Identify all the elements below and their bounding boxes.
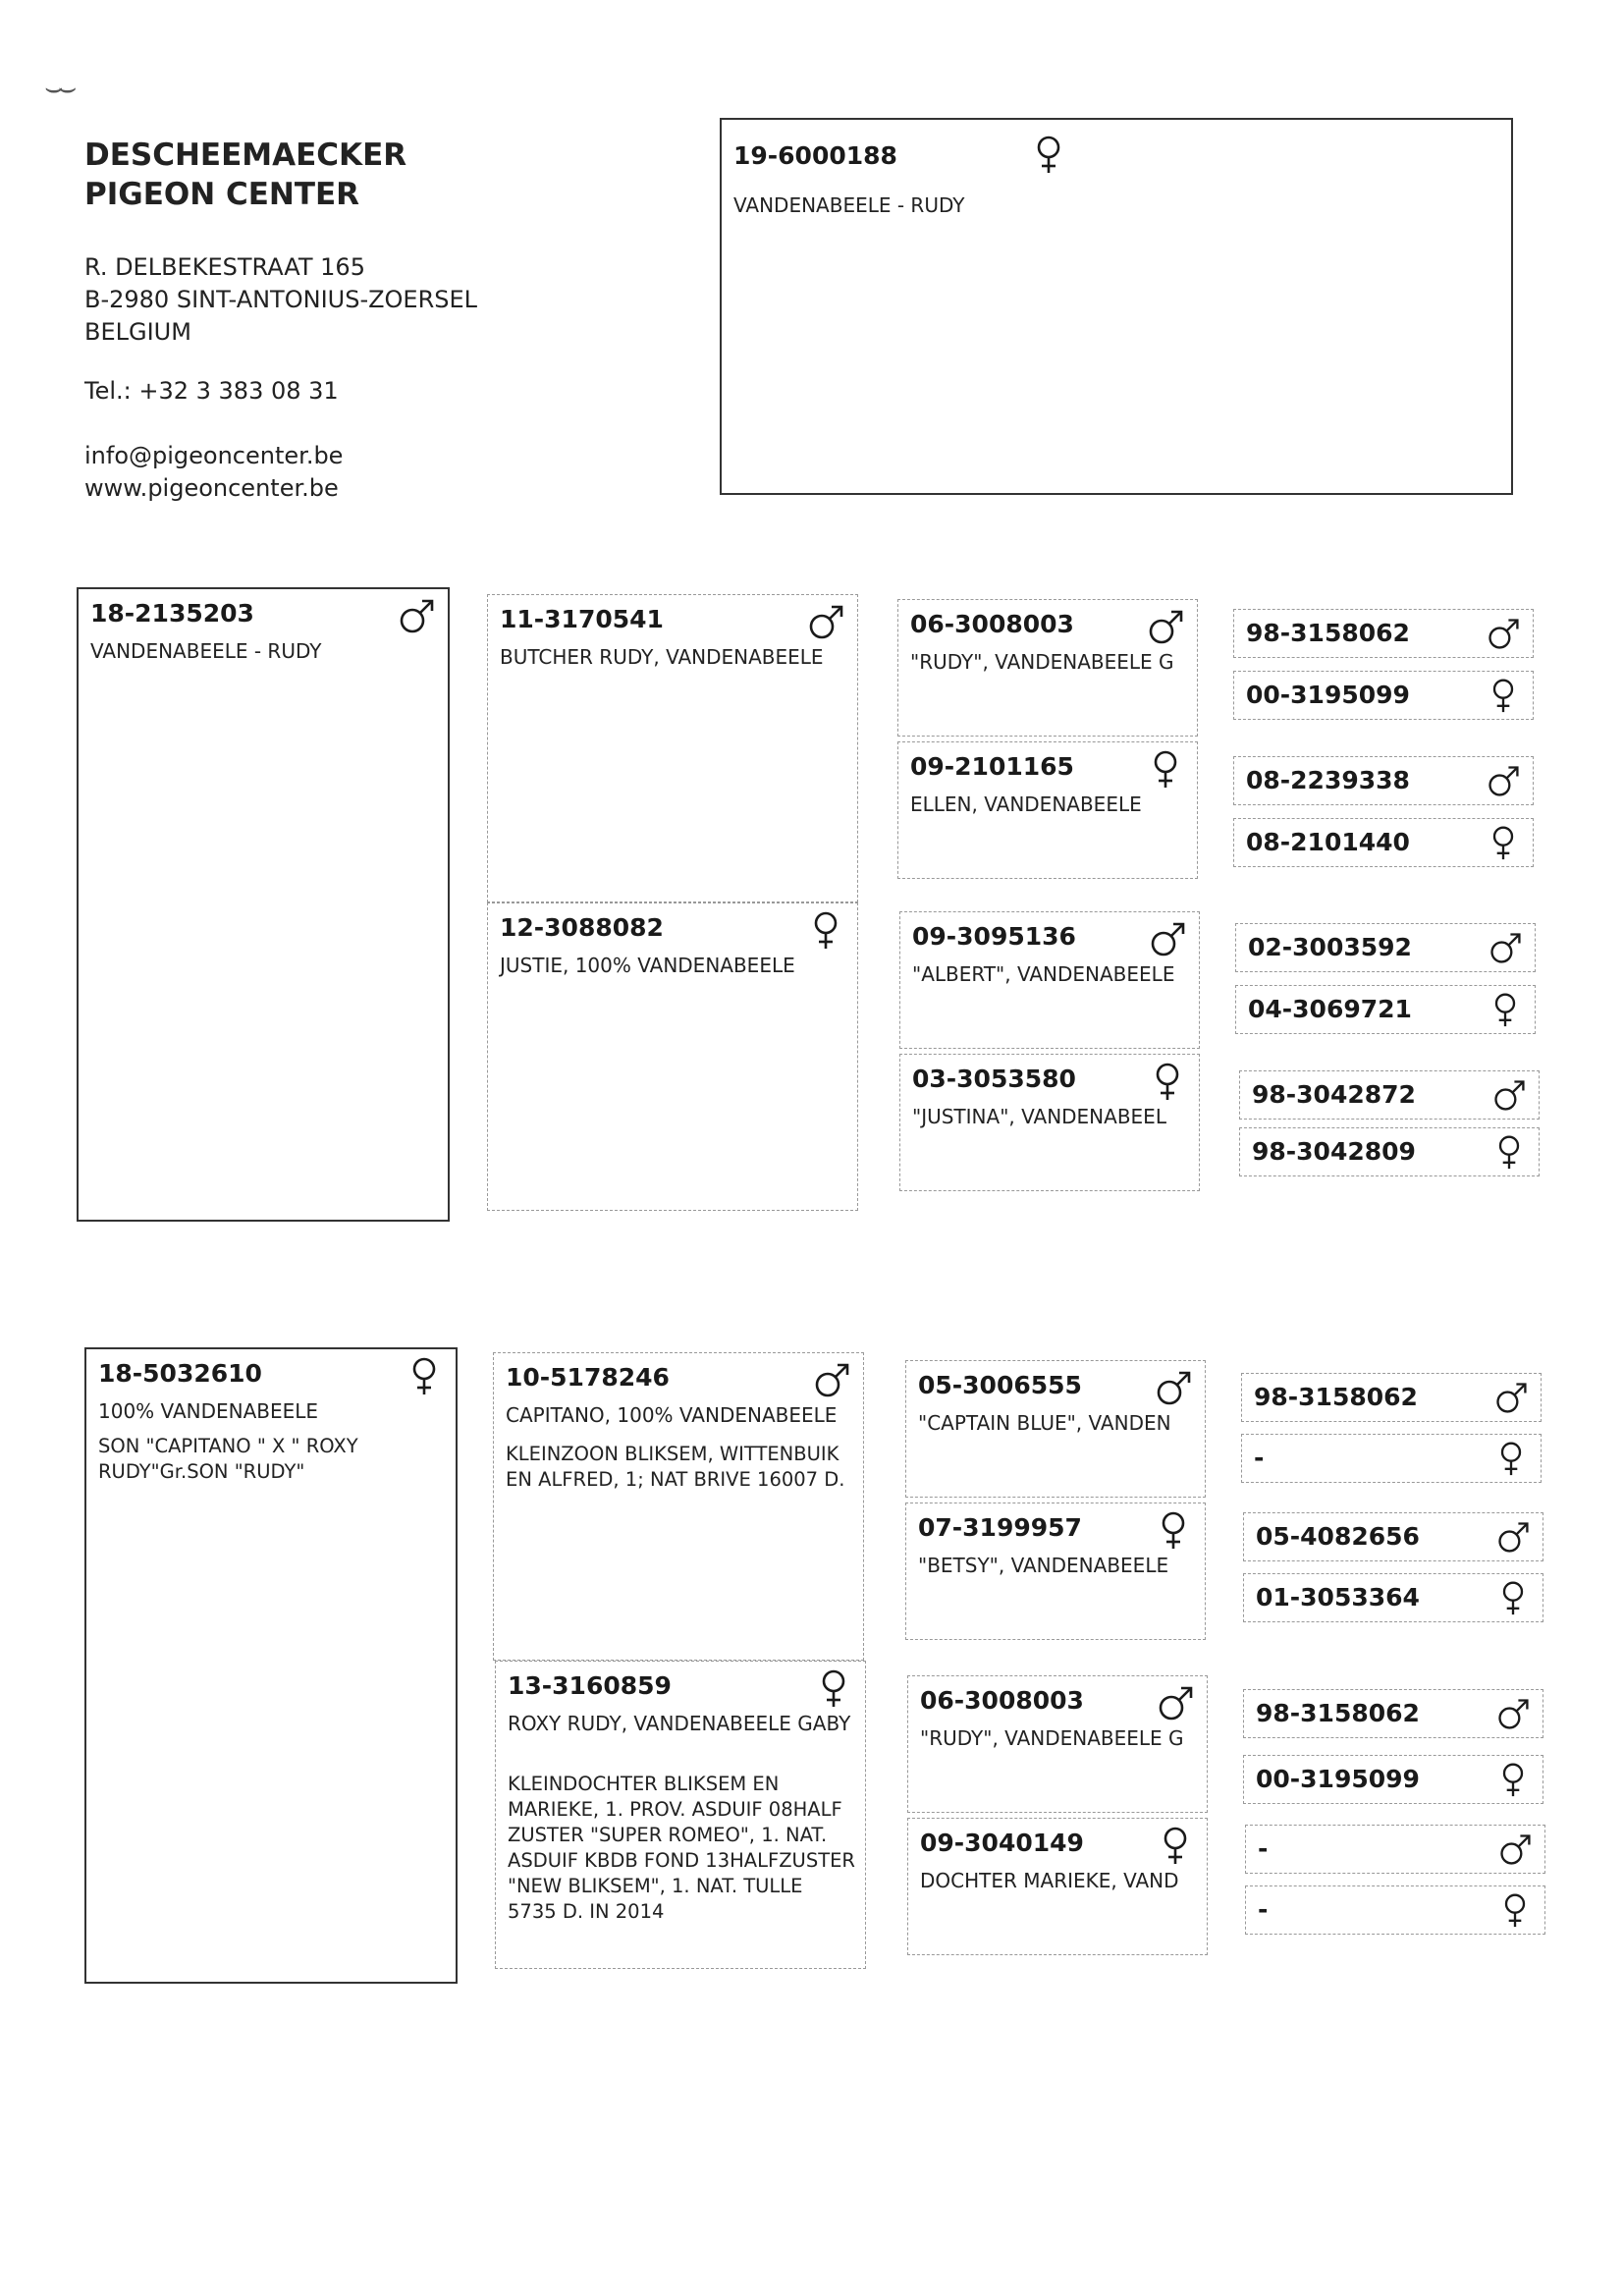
grandsire-notes: KLEINZOON BLIKSEM, WITTENBUIK EN ALFRED, 1; NAT BRIVE 16007 D.: [506, 1443, 845, 1491]
ring-number: 98-3158062: [1256, 1699, 1420, 1727]
pigeon-name: "JUSTINA", VANDENABEEL: [912, 1105, 1166, 1128]
great-grandparent-card: [897, 741, 1198, 879]
dam-granddam-card: [495, 1661, 866, 1969]
ring-number: 00-3195099: [1246, 681, 1410, 709]
company-name: [84, 136, 406, 214]
dam-grandsire-card: [493, 1352, 864, 1661]
dam-card: [84, 1347, 458, 1984]
company-email[interactable]: info@pigeoncenter.be: [84, 442, 344, 469]
ring-number: -: [1258, 1895, 1269, 1924]
subject-pigeon-card: [720, 118, 1513, 495]
ring-number: -: [1258, 1834, 1269, 1863]
ring-number: 05-3006555: [918, 1371, 1082, 1399]
female-icon: [1488, 990, 1523, 1029]
female-icon: [1493, 1439, 1529, 1478]
ring-number: 07-3199957: [918, 1513, 1082, 1542]
gg-grandparent-card: [1245, 1885, 1545, 1935]
female-icon: [1486, 676, 1521, 715]
gg-grandparent-card: [1241, 1373, 1542, 1422]
male-icon: [1495, 1517, 1531, 1557]
gg-grandparent-card: [1243, 1689, 1543, 1738]
ring-number: 02-3003592: [1248, 933, 1412, 961]
dam-ring-number: 18-5032610: [98, 1359, 262, 1388]
ring-number: 09-3095136: [912, 922, 1076, 951]
ring-number: 98-3042872: [1252, 1080, 1416, 1109]
great-grandparent-card: [899, 1054, 1200, 1191]
female-icon: [1146, 748, 1185, 790]
female-icon: [1029, 134, 1068, 175]
gg-grandparent-card: [1233, 818, 1534, 867]
pigeon-name: "BETSY", VANDENABEELE: [918, 1554, 1169, 1577]
pigeon-name: "CAPTAIN BLUE", VANDEN: [918, 1411, 1171, 1435]
company-name-line-2: PIGEON CENTER: [84, 177, 360, 212]
ring-number: 05-4082656: [1256, 1522, 1420, 1551]
female-icon: [814, 1667, 853, 1709]
female-icon: [806, 909, 845, 951]
male-icon: [806, 601, 845, 642]
male-icon: [1493, 1378, 1529, 1417]
address-line-2: B-2980 SINT-ANTONIUS-ZOERSEL: [84, 286, 478, 313]
pigeon-name: "ALBERT", VANDENABEELE: [912, 962, 1175, 986]
sire-grandsire-card: [487, 594, 858, 902]
male-icon: [1148, 918, 1187, 959]
grandsire-ring-number: 11-3170541: [500, 605, 664, 633]
gg-grandparent-card: [1245, 1825, 1545, 1874]
ring-number: 98-3158062: [1254, 1383, 1418, 1411]
female-icon: [1497, 1890, 1533, 1930]
female-icon: [1148, 1061, 1187, 1102]
female-icon: [1486, 823, 1521, 862]
company-website[interactable]: www.pigeoncenter.be: [84, 474, 339, 502]
gg-grandparent-card: [1233, 671, 1534, 720]
company-phone: Tel.: +32 3 383 08 31: [84, 377, 339, 405]
male-icon: [1486, 761, 1521, 800]
pigeon-name: "RUDY", VANDENABEELE G: [920, 1726, 1184, 1750]
ring-number: 98-3158062: [1246, 619, 1410, 647]
great-grandparent-card: [905, 1360, 1206, 1498]
great-grandparent-card: [907, 1818, 1208, 1955]
sire-card: [77, 587, 450, 1222]
ring-number: 06-3008003: [910, 610, 1074, 638]
grandsire-ring-number: 10-5178246: [506, 1363, 670, 1392]
great-grandparent-card: [899, 911, 1200, 1049]
female-icon: [1491, 1132, 1527, 1172]
granddam-ring-number: 13-3160859: [508, 1671, 672, 1700]
subject-name: VANDENABEELE - RUDY: [733, 193, 965, 217]
ring-number: -: [1254, 1444, 1265, 1472]
pigeon-name: DOCHTER MARIEKE, VAND: [920, 1869, 1179, 1892]
male-icon: [1488, 928, 1523, 967]
granddam-name: JUSTIE, 100% VANDENABEELE: [500, 954, 795, 977]
ring-number: 98-3042809: [1252, 1137, 1416, 1166]
gg-grandparent-card: [1235, 985, 1536, 1034]
gg-grandparent-card: [1241, 1434, 1542, 1483]
pigeon-name: "RUDY", VANDENABEELE G: [910, 650, 1174, 674]
female-icon: [1495, 1578, 1531, 1617]
granddam-notes: KLEINDOCHTER BLIKSEM EN MARIEKE, 1. PROV. ASDUIF 08HALF ZUSTER "SUPER ROMEO", 1. NAT. ASDUIF KBDB FOND 13HALFZUSTER "NEW BLIKSEM", 1. NAT. TULLE 5735 D. IN 2014: [508, 1773, 855, 1923]
ring-number: 04-3069721: [1248, 995, 1412, 1023]
sire-name: VANDENABEELE - RUDY: [90, 639, 322, 663]
male-icon: [397, 595, 436, 636]
sire-granddam-card: [487, 902, 858, 1211]
ring-number: 03-3053580: [912, 1065, 1076, 1093]
male-icon: [1154, 1367, 1193, 1408]
sire-ring-number: 18-2135203: [90, 599, 254, 628]
gg-grandparent-card: [1233, 609, 1534, 658]
scan-mark-decoration: ⌣⌣: [44, 71, 72, 105]
grandsire-name: BUTCHER RUDY, VANDENABEELE: [500, 645, 824, 669]
great-grandparent-card: [905, 1503, 1206, 1640]
ring-number: 08-2101440: [1246, 828, 1410, 856]
ring-number: 08-2239338: [1246, 766, 1410, 794]
great-grandparent-card: [897, 599, 1198, 737]
ring-number: 00-3195099: [1256, 1765, 1420, 1793]
great-grandparent-card: [907, 1675, 1208, 1813]
pigeon-name: ELLEN, VANDENABEELE: [910, 792, 1142, 816]
female-icon: [1156, 1825, 1195, 1866]
subject-ring-number: 19-6000188: [733, 141, 897, 170]
grandsire-name: CAPITANO, 100% VANDENABEELE: [506, 1403, 838, 1427]
company-address: [84, 251, 477, 349]
gg-grandparent-card: [1243, 1512, 1543, 1561]
ring-number: 01-3053364: [1256, 1583, 1420, 1612]
male-icon: [1491, 1075, 1527, 1115]
female-icon: [405, 1355, 444, 1396]
ring-number: 09-2101165: [910, 752, 1074, 781]
address-line-1: R. DELBEKESTRAAT 165: [84, 253, 365, 281]
female-icon: [1495, 1760, 1531, 1799]
male-icon: [1497, 1830, 1533, 1869]
male-icon: [1156, 1682, 1195, 1723]
male-icon: [1486, 614, 1521, 653]
company-name-line-1: DESCHEEMAECKER: [84, 137, 407, 173]
address-line-3: BELGIUM: [84, 318, 191, 346]
company-contact: [84, 440, 343, 505]
granddam-ring-number: 12-3088082: [500, 913, 664, 942]
gg-grandparent-card: [1233, 756, 1534, 805]
ring-number: 09-3040149: [920, 1829, 1084, 1857]
gg-grandparent-card: [1235, 923, 1536, 972]
granddam-name: ROXY RUDY, VANDENABEELE GABY: [508, 1712, 851, 1735]
male-icon: [1495, 1694, 1531, 1733]
male-icon: [812, 1359, 851, 1400]
gg-grandparent-card: [1243, 1573, 1543, 1622]
gg-grandparent-card: [1239, 1070, 1540, 1120]
dam-name: 100% VANDENABEELE: [98, 1399, 319, 1423]
gg-grandparent-card: [1239, 1127, 1540, 1176]
gg-grandparent-card: [1243, 1755, 1543, 1804]
female-icon: [1154, 1509, 1193, 1551]
ring-number: 06-3008003: [920, 1686, 1084, 1715]
dam-notes: SON "CAPITANO " X " ROXY RUDY"Gr.SON "RUDY": [98, 1435, 358, 1483]
male-icon: [1146, 606, 1185, 647]
